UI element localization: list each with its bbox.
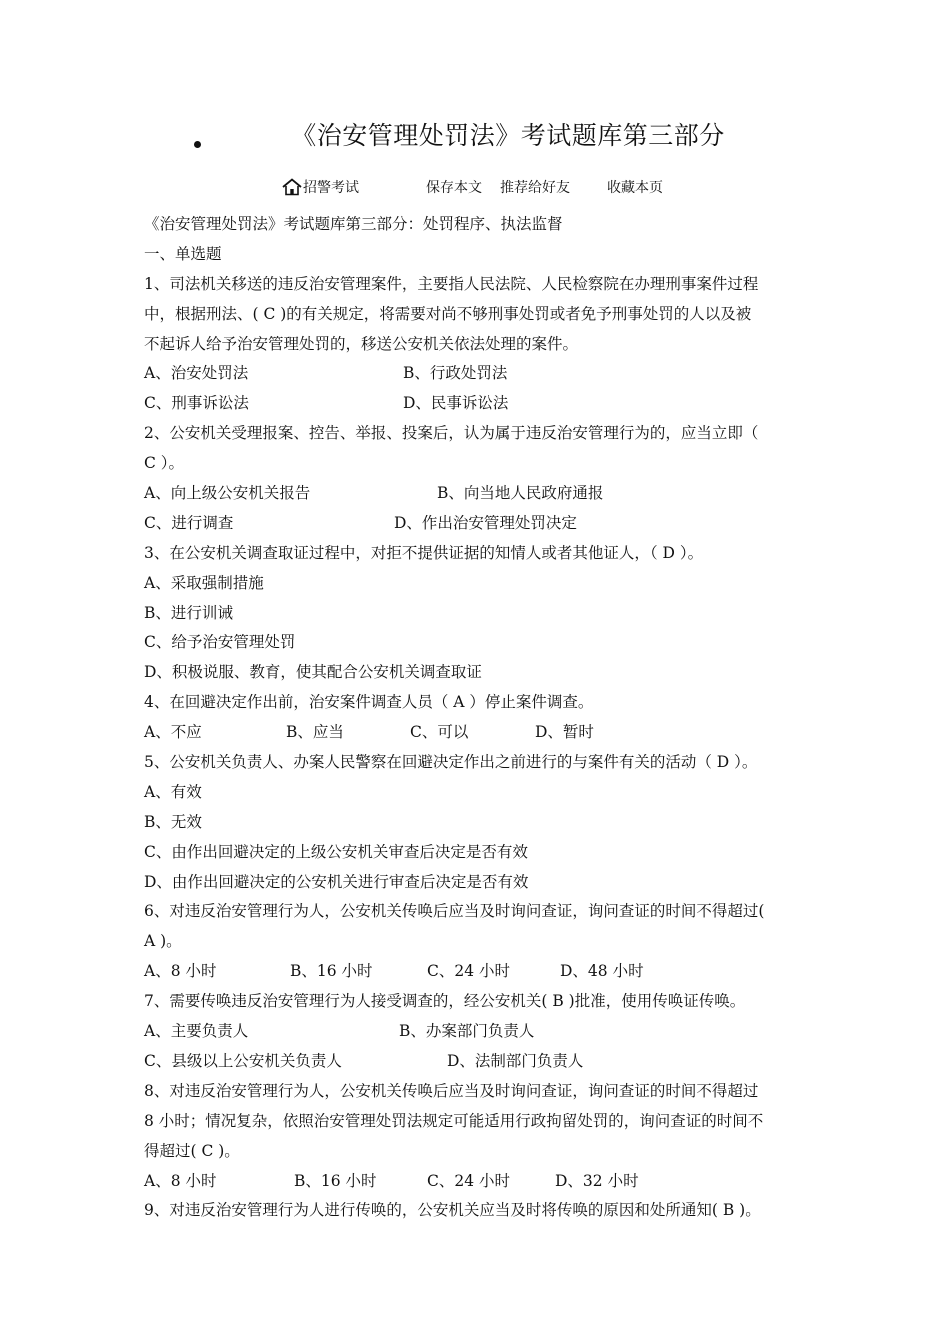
- question-4: [144, 688, 812, 748]
- nav-home-link[interactable]: [282, 177, 359, 197]
- option-c: C、刑事诉讼法: [144, 394, 249, 413]
- option-row: [144, 718, 812, 748]
- option-b: B、16 小时: [294, 1171, 377, 1190]
- question-text: 不起诉人给予治安管理处罚的，移送公安机关依法处理的案件。: [144, 334, 579, 353]
- question-text: 6、对违反治安管理行为人，公安机关传唤后应当及时询问查证，询问查证的时间不得超过(: [144, 902, 765, 921]
- option-b: B、行政处罚法: [403, 364, 508, 383]
- option-a: A、不应: [144, 723, 202, 742]
- option-c: C、24 小时: [427, 1171, 511, 1190]
- option-row: [144, 359, 812, 389]
- option-d: D、由作出回避决定的公安机关进行审查后决定是否有效: [144, 872, 529, 891]
- option-b: B、向当地人民政府通报: [437, 484, 604, 503]
- option-a: A、向上级公安机关报告: [144, 484, 311, 503]
- option-row: [144, 1047, 812, 1077]
- option-row: [144, 479, 812, 509]
- option-c: C、县级以上公安机关负责人: [144, 1051, 342, 1070]
- question-9: [144, 1196, 812, 1226]
- question-text: 9、对违反治安管理行为人进行传唤的，公安机关应当及时将传唤的原因和处所通知( B )。: [144, 1201, 761, 1220]
- option-a: A、8 小时: [144, 1171, 217, 1190]
- question-text: 8、对违反治安管理行为人，公安机关传唤后应当及时询问查证，询问查证的时间不得超过: [144, 1081, 759, 1100]
- option-d: D、积极说服、教育，使其配合公安机关调查取证: [144, 663, 482, 682]
- recommend-friend-link[interactable]: 推荐给好友: [500, 180, 570, 196]
- question-text: 8 小时；情况复杂，依照治安管理处罚法规定可能适用行政拘留处罚的，询问查证的时间不: [144, 1111, 764, 1130]
- article-toolbar: [282, 176, 663, 198]
- option-a: A、主要负责人: [144, 1022, 249, 1041]
- question-text: 1、司法机关移送的违反治安管理案件，主要指人民法院、人民检察院在办理刑事案件过程: [144, 274, 759, 293]
- option-c: C、24 小时: [427, 962, 511, 981]
- option-a: A、采取强制措施: [144, 573, 264, 592]
- question-8: [144, 1077, 812, 1197]
- option-row: [144, 1167, 812, 1197]
- section-heading: 一、单选题: [144, 244, 222, 263]
- question-list: [144, 210, 812, 1226]
- question-text: 5、公安机关负责人、办案人民警察在回避决定作出之前进行的与案件有关的活动（ D ）。: [144, 753, 758, 772]
- question-text: 3、在公安机关调查取证过程中，对拒不提供证据的知情人或者其他证人，（ D ）。: [144, 543, 704, 562]
- question-text: 4、在回避决定作出前，治安案件调查人员（ A ）停止案件调查。: [144, 693, 594, 712]
- question-6: [144, 897, 812, 987]
- option-b: B、办案部门负责人: [399, 1022, 535, 1041]
- question-7: [144, 987, 812, 1077]
- question-1: [144, 270, 812, 419]
- question-text: 得超过( C )。: [144, 1141, 240, 1160]
- option-c: C、可以: [410, 723, 469, 742]
- option-b: B、应当: [286, 723, 344, 742]
- option-d: D、民事诉讼法: [403, 394, 509, 413]
- option-d: D、暂时: [535, 723, 594, 742]
- option-b: B、16 小时: [290, 962, 373, 981]
- option-row: [144, 509, 812, 539]
- bookmark-page-link[interactable]: 收藏本页: [607, 180, 663, 196]
- option-b: B、进行训诫: [144, 603, 233, 622]
- save-article-link[interactable]: 保存本文: [426, 180, 482, 196]
- nav-home-label: 招警考试: [303, 180, 359, 196]
- question-text: A )。: [144, 932, 182, 951]
- option-a: A、8 小时: [144, 962, 217, 981]
- question-5: [144, 748, 812, 897]
- question-text: 中，根据刑法、( C )的有关规定，将需要对尚不够刑事处罚或者免予刑事处罚的人以及被: [144, 304, 752, 323]
- page-title: 《治安管理处罚法》考试题库第三部分: [291, 121, 725, 150]
- option-d: D、法制部门负责人: [447, 1051, 584, 1070]
- question-text: C ）。: [144, 454, 185, 473]
- question-3: [144, 539, 812, 688]
- home-icon: [282, 178, 302, 196]
- option-b: B、无效: [144, 812, 202, 831]
- option-c: C、由作出回避决定的上级公安机关审查后决定是否有效: [144, 842, 528, 861]
- option-a: A、治安处罚法: [144, 364, 249, 383]
- subtitle: 《治安管理处罚法》考试题库第三部分：处罚程序、执法监督: [144, 215, 563, 233]
- option-d: D、32 小时: [555, 1171, 639, 1190]
- question-text: 7、需要传唤违反治安管理行为人接受调查的，经公安机关( B )批准，使用传唤证传唤。: [144, 992, 746, 1011]
- option-a: A、有效: [144, 782, 202, 801]
- question-2: [144, 419, 812, 539]
- option-c: C、给予治安管理处罚: [144, 633, 296, 652]
- option-d: D、作出治安管理处罚决定: [394, 513, 577, 532]
- question-text: 2、公安机关受理报案、控告、举报、投案后，认为属于违反治安管理行为的，应当立即（: [144, 424, 759, 443]
- option-row: [144, 1017, 812, 1047]
- option-row: [144, 957, 812, 987]
- option-d: D、48 小时: [560, 962, 644, 981]
- option-row: [144, 389, 812, 419]
- option-c: C、进行调查: [144, 513, 234, 532]
